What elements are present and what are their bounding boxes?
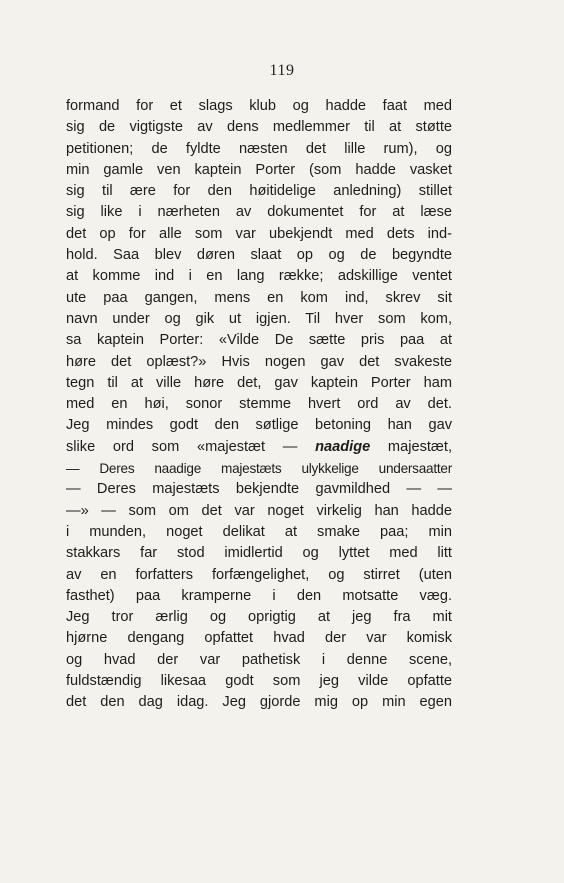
text-line: formand for et slags klub og hadde faat med: [66, 98, 452, 114]
body-text: [66, 96, 452, 714]
text-line: stakkars far stod imidlertid og lyttet med litt: [66, 545, 452, 562]
text-line: og hvad der var pathetisk i denne scene,: [66, 651, 452, 668]
text-line: av en forfatters forfængelighet, og stirret (uten: [66, 566, 452, 583]
text-line: sig til ære for den høitidelige anledning) stillet: [66, 183, 452, 200]
page-number: 119: [269, 62, 295, 79]
text-segment: majestæt,: [370, 438, 453, 455]
text-line: det den dag idag. Jeg gjorde mig op min egen: [66, 694, 452, 711]
text-line: Jeg mindes godt den søtlige betoning han gav: [66, 417, 452, 434]
text-line: ute paa gangen, mens en kom ind, skrev sit: [66, 289, 452, 306]
text-line: hjørne dengang opfattet hvad der var komisk: [66, 630, 452, 647]
text-line: tegn til at ville høre det, gav kaptein Porter ham: [66, 374, 452, 391]
text-line: fasthet) paa kramperne i den motsatte væg.: [66, 587, 452, 604]
text-line: hold. Saa blev døren slaat op og de begyndte: [66, 247, 452, 264]
text-line: i munden, noget delikat at smake paa; min: [66, 523, 452, 540]
text-line: med en høi, sonor stemme hvert ord av det.: [66, 396, 452, 413]
text-line-with-emphasis: [66, 437, 452, 458]
text-line: — Deres naadige majestæts ulykkelige undersaatter: [66, 461, 452, 477]
text-line: fuldstændig likesaa godt som jeg vilde opfatte: [66, 673, 452, 690]
text-line: petitionen; de fyldte næsten det lille rum), og: [66, 140, 452, 157]
text-line: sig like i nærheten av dokumentet for at læse: [66, 204, 452, 221]
text-line: navn under og gik ut igjen. Til hver som kom,: [66, 310, 452, 327]
text-line: —» — som om det var noget virkelig han hadde: [66, 502, 452, 519]
text-line: sig de vigtigste av dens medlemmer til at støtte: [66, 119, 452, 136]
text-segment: slike ord som «majestæt —: [66, 438, 316, 455]
text-line: høre det oplæst?» Hvis nogen gav det svakeste: [66, 353, 452, 370]
emphasized-word: naadige: [315, 438, 371, 455]
text-line: — Deres majestæts bekjendte gavmildhed — —: [66, 481, 452, 498]
text-line: det op for alle som var ubekjendt med dets ind-: [66, 225, 452, 242]
text-line: at komme ind i en lang række; adskillige ventet: [66, 268, 452, 285]
text-line: Jeg tror ærlig og oprigtig at jeg fra mit: [66, 609, 452, 626]
text-line: min gamle ven kaptein Porter (som hadde vasket: [66, 161, 452, 178]
text-line: sa kaptein Porter: «Vilde De sætte pris paa at: [66, 332, 452, 349]
